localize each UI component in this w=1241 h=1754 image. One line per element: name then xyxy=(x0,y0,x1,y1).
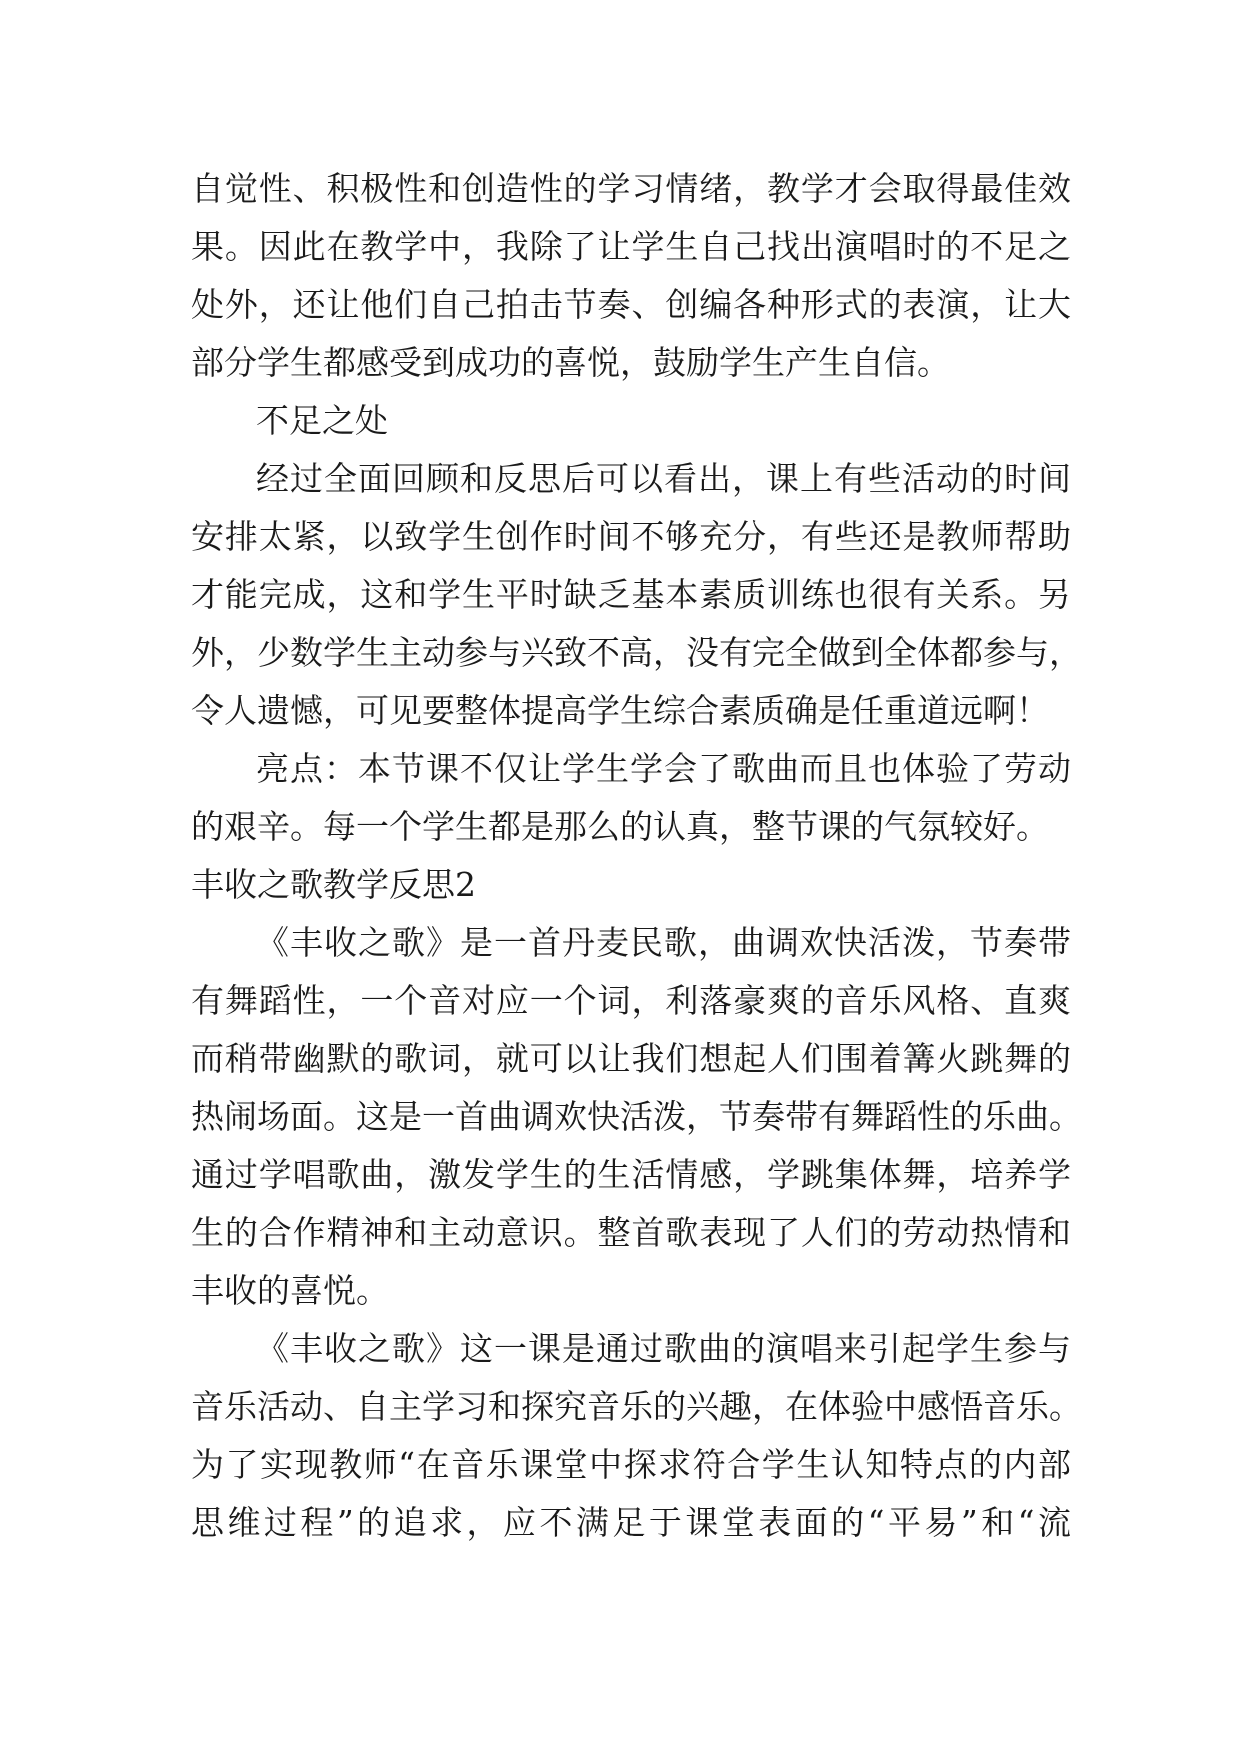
text-line: 果。因此在教学中，我除了让学生自己找出演唱时的不足之 xyxy=(191,227,1071,266)
text-line: 《丰收之歌》这一课是通过歌曲的演唱来引起学生参与 xyxy=(256,1329,1071,1368)
text-line: 为了实现教师“在音乐课堂中探求符合学生认知特点的内部 xyxy=(191,1445,1071,1484)
text-line: 音乐活动、自主学习和探究音乐的兴趣，在体验中感悟音乐。 xyxy=(191,1387,1082,1426)
text-line: 亮点：本节课不仅让学生学会了歌曲而且也体验了劳动 xyxy=(256,749,1071,788)
text-line: 思维过程”的追求，应不满足于课堂表面的“平易”和“流 xyxy=(191,1503,1071,1542)
text-line: 而稍带幽默的歌词，就可以让我们想起人们围着篝火跳舞的 xyxy=(191,1039,1071,1078)
text-line: 通过学唱歌曲，激发学生的生活情感，学跳集体舞，培养学 xyxy=(191,1155,1071,1194)
text-line: 才能完成，这和学生平时缺乏基本素质训练也很有关系。另 xyxy=(191,575,1071,614)
text-line: 令人遗憾，可见要整体提高学生综合素质确是任重道远啊！ xyxy=(191,691,1049,730)
text-line: 生的合作精神和主动意识。整首歌表现了人们的劳动热情和 xyxy=(191,1213,1071,1252)
section-title: 丰收之歌教学反思2 xyxy=(191,865,476,904)
text-line: 热闹场面。这是一首曲调欢快活泼，节奏带有舞蹈性的乐曲。 xyxy=(191,1097,1082,1136)
text-line: 处外，还让他们自己拍击节奏、创编各种形式的表演，让大 xyxy=(191,285,1071,324)
text-line: 自觉性、积极性和创造性的学习情绪，教学才会取得最佳效 xyxy=(191,169,1071,208)
text-line: 的艰辛。每一个学生都是那么的认真，整节课的气氛较好。 xyxy=(191,807,1049,846)
text-line: 《丰收之歌》是一首丹麦民歌，曲调欢快活泼，节奏带 xyxy=(256,923,1071,962)
text-line: 部分学生都感受到成功的喜悦，鼓励学生产生自信。 xyxy=(191,343,950,382)
text-line: 安排太紧，以致学生创作时间不够充分，有些还是教师帮助 xyxy=(191,517,1071,556)
text-line: 经过全面回顾和反思后可以看出，课上有些活动的时间 xyxy=(256,459,1071,498)
section-heading: 不足之处 xyxy=(256,401,388,440)
text-line: 有舞蹈性，一个音对应一个词，利落豪爽的音乐风格、直爽 xyxy=(191,981,1071,1020)
text-line: 外，少数学生主动参与兴致不高，没有完全做到全体都参与， xyxy=(191,633,1082,672)
text-line: 丰收的喜悦。 xyxy=(191,1271,389,1310)
